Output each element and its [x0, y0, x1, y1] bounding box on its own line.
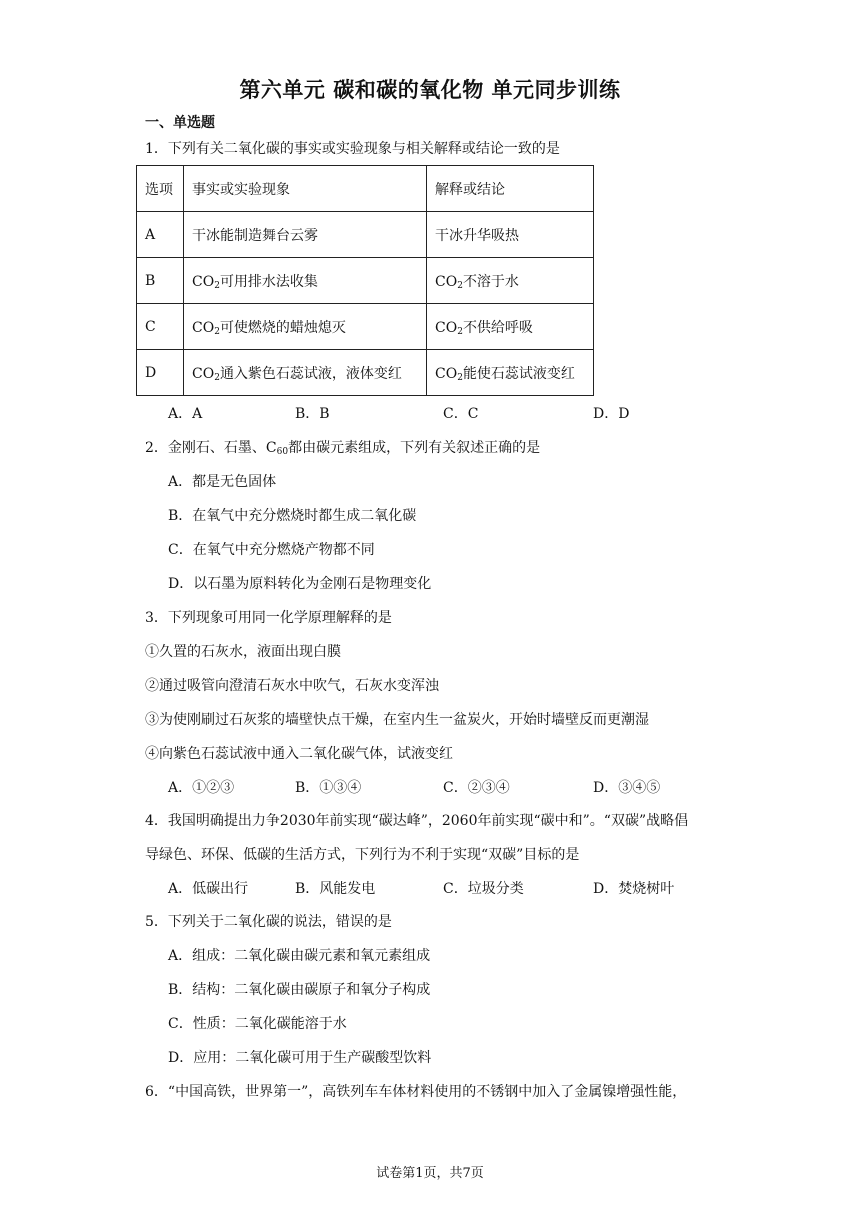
option-a[interactable]: A．A	[168, 406, 203, 422]
subscript: 2	[457, 280, 463, 291]
formula-text: CO	[435, 365, 458, 382]
table-cell-conclusion	[427, 258, 594, 304]
formula-text: CO	[435, 273, 458, 290]
subscript: 2	[214, 372, 220, 383]
subscript: 2	[457, 372, 463, 383]
table-row	[137, 212, 594, 258]
option-a[interactable]: A．①②③	[168, 780, 235, 796]
table-cell-option: B	[137, 258, 184, 304]
table-cell-conclusion	[427, 212, 594, 258]
table-row	[137, 350, 594, 396]
option-c[interactable]: C．垃圾分类	[443, 881, 524, 897]
question-4-stem-line1: 4．我国明确提出力争2030年前实现“碳达峰”，2060年前实现“碳中和”。“双碳”战略倡	[145, 813, 689, 829]
table-cell-fact	[184, 258, 427, 304]
table-row	[137, 304, 594, 350]
table-cell-conclusion	[427, 350, 594, 396]
conclusion-text: 干冰升华吸热	[435, 227, 519, 244]
option-a[interactable]: A．组成：二氧化碳由碳元素和氧元素组成	[168, 948, 431, 964]
table-cell-option: A	[137, 212, 184, 258]
list-item: ①久置的石灰水，液面出现白膜	[145, 644, 341, 660]
subscript: 60	[276, 447, 289, 457]
table-cell-option: C	[137, 304, 184, 350]
option-d[interactable]: D．③④⑤	[593, 780, 661, 796]
formula-text: CO	[435, 319, 458, 336]
question-3-stem: 3．下列现象可用同一化学原理解释的是	[145, 610, 392, 626]
option-b[interactable]: B．结构：二氧化碳由碳原子和氧分子构成	[168, 982, 431, 998]
table-cell-fact	[184, 212, 427, 258]
page-title: 第六单元 碳和碳的氧化物 单元同步训练	[239, 78, 621, 102]
list-item: ②通过吸管向澄清石灰水中吹气，石灰水变浑浊	[145, 678, 439, 694]
table-header-cell: 事实或实验现象	[184, 166, 427, 212]
question-2-stem	[145, 439, 540, 461]
stem-text: 都由碳元素组成，下列有关叙述正确的是	[288, 440, 541, 456]
table-cell-fact	[184, 304, 427, 350]
table-cell-option: D	[137, 350, 184, 396]
option-a[interactable]: A．低碳出行	[168, 881, 249, 897]
option-b[interactable]: B．①③④	[295, 780, 362, 796]
option-d[interactable]: D．焚烧树叶	[593, 881, 675, 897]
table-cell-conclusion	[427, 304, 594, 350]
formula-text: CO	[192, 273, 215, 290]
table-header-row	[137, 166, 594, 212]
table-row	[137, 258, 594, 304]
page-footer: 试卷第1页，共7页	[376, 1166, 484, 1181]
question-4-stem-line2: 导绿色、环保、低碳的生活方式，下列行为不利于实现“双碳”目标的是	[145, 847, 580, 863]
table-cell-fact	[184, 350, 427, 396]
option-b[interactable]: B．在氧气中充分燃烧时都生成二氧化碳	[168, 508, 417, 524]
option-b[interactable]: B．风能发电	[295, 881, 376, 897]
option-a[interactable]: A．都是无色固体	[168, 474, 277, 490]
option-c[interactable]: C．C	[443, 406, 479, 422]
list-item: ④向紫色石蕊试液中通入二氧化碳气体，试液变红	[145, 746, 453, 762]
fact-text: 通入紫色石蕊试液，液体变红	[219, 365, 402, 382]
question-1-table	[136, 165, 594, 396]
formula-text: CO	[192, 365, 215, 382]
stem-text: 2．金刚石、石墨、C	[145, 440, 277, 456]
formula-text: CO	[192, 319, 215, 336]
conclusion-text: 能使石蕊试液变红	[462, 365, 575, 382]
option-b[interactable]: B．B	[295, 406, 330, 422]
option-d[interactable]: D．应用：二氧化碳可用于生产碳酸型饮料	[168, 1050, 432, 1066]
option-c[interactable]: C．在氧气中充分燃烧产物都不同	[168, 542, 375, 558]
table-header-cell: 解释或结论	[427, 166, 594, 212]
table-header-cell: 选项	[137, 166, 184, 212]
subscript: 2	[214, 280, 220, 291]
question-1-stem: 1．下列有关二氧化碳的事实或实验现象与相关解释或结论一致的是	[145, 141, 560, 157]
option-d[interactable]: D．D	[593, 406, 630, 422]
question-6-stem: 6．“中国高铁，世界第一”，高铁列车车体材料使用的不锈钢中加入了金属镍增强性能，	[145, 1084, 687, 1100]
list-item: ③为使刚刷过石灰浆的墙壁快点干燥，在室内生一盆炭火，开始时墙壁反而更潮湿	[145, 712, 649, 728]
question-5-stem: 5．下列关于二氧化碳的说法，错误的是	[145, 914, 392, 930]
option-c[interactable]: C．②③④	[443, 780, 510, 796]
subscript: 2	[457, 326, 463, 337]
conclusion-text: 不供给呼吸	[462, 319, 533, 336]
option-c[interactable]: C．性质：二氧化碳能溶于水	[168, 1016, 347, 1032]
option-d[interactable]: D．以石墨为原料转化为金刚石是物理变化	[168, 576, 432, 592]
fact-text: 可使燃烧的蜡烛熄灭	[219, 319, 346, 336]
conclusion-text: 不溶于水	[462, 273, 519, 290]
fact-text: 干冰能制造舞台云雾	[192, 227, 318, 244]
fact-text: 可用排水法收集	[219, 273, 318, 290]
subscript: 2	[214, 326, 220, 337]
section-heading: 一、单选题	[145, 115, 215, 131]
